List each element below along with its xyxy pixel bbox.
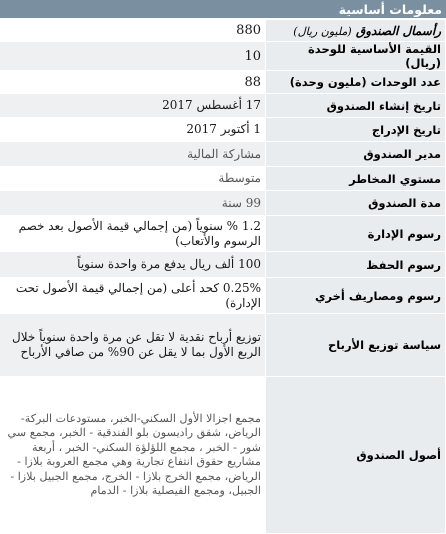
row-label-text: رأسمال الصندوق <box>355 23 441 38</box>
row-value: 100 ألف ريال يدفع مرة واحدة سنوياً <box>0 252 266 278</box>
table-row <box>0 216 446 252</box>
row-value: توزيع أرباح نقدية لا تقل عن مرة واحدة سنوياً خلال الربع الأول بما لا يقل عن 90% من صافي الأرباح <box>0 314 266 377</box>
table-row <box>0 314 446 377</box>
table-row <box>0 377 446 534</box>
row-label: تاريخ إنشاء الصندوق <box>266 94 446 118</box>
row-value: متوسطة <box>0 167 266 191</box>
row-label: أصول الصندوق <box>266 377 446 534</box>
info-table <box>0 19 446 534</box>
row-label: رسوم الإدارة <box>266 216 446 252</box>
table-row <box>0 167 446 191</box>
row-label: رسوم الحفظ <box>266 252 446 278</box>
row-value: 17 أغسطس 2017 <box>0 94 266 118</box>
row-label: مدير الصندوق <box>266 142 446 167</box>
row-value: 99 سنة <box>0 191 266 216</box>
table-row <box>0 118 446 142</box>
table-row <box>0 191 446 216</box>
table-row <box>0 94 446 118</box>
table-row <box>0 278 446 314</box>
row-value: 1.2 % سنوياً (من إجمالي قيمة الأصول بعد خصم الرسوم والأتعاب) <box>0 216 266 252</box>
table-row <box>0 42 446 71</box>
table-header: معلومات أساسية <box>0 0 446 19</box>
row-value: 1 أكتوبر 2017 <box>0 118 266 142</box>
row-value: 88 <box>0 71 266 94</box>
row-value: مجمع اجزالا الأول السكني-الخبر، مستودعات البركة-الرياض، شقق راديسون بلو الفندقية - الخبر، مجمع سي شور - الخبر ، مجمع اللؤلؤة السكني- الخبر ، أربعة مشاريع حقوق انتفاع تجارية وهي مجمع العروبة بلازا - الرياض، مجمع الخرج بلازا - الخرج، مجمع الجبيل بلازا - الجبيل، ومجمع الفيصلية بلازا - الدمام <box>0 377 266 534</box>
row-label: رسوم ومصاريف أخري <box>266 278 446 314</box>
row-label: عدد الوحدات (مليون وحدة) <box>266 71 446 94</box>
row-label <box>266 20 446 42</box>
table-row <box>0 20 446 42</box>
row-value: 10 <box>0 42 266 71</box>
row-value: مشاركة المالية <box>0 142 266 167</box>
row-value: 0.25% كحد أعلى (من إجمالي قيمة الأصول تحت الإدارة) <box>0 278 266 314</box>
table-row <box>0 71 446 94</box>
row-label: مستوي المخاطر <box>266 167 446 191</box>
row-label: سياسة توزيع الأرباح <box>266 314 446 377</box>
row-label: القيمة الأساسية للوحدة (ريال) <box>266 42 446 71</box>
table-row <box>0 252 446 278</box>
table-row <box>0 142 446 167</box>
row-label-note: (مليون ريال) <box>293 24 352 38</box>
row-value: 880 <box>0 20 266 42</box>
row-label: تاريخ الإدراج <box>266 118 446 142</box>
row-label: مدة الصندوق <box>266 191 446 216</box>
